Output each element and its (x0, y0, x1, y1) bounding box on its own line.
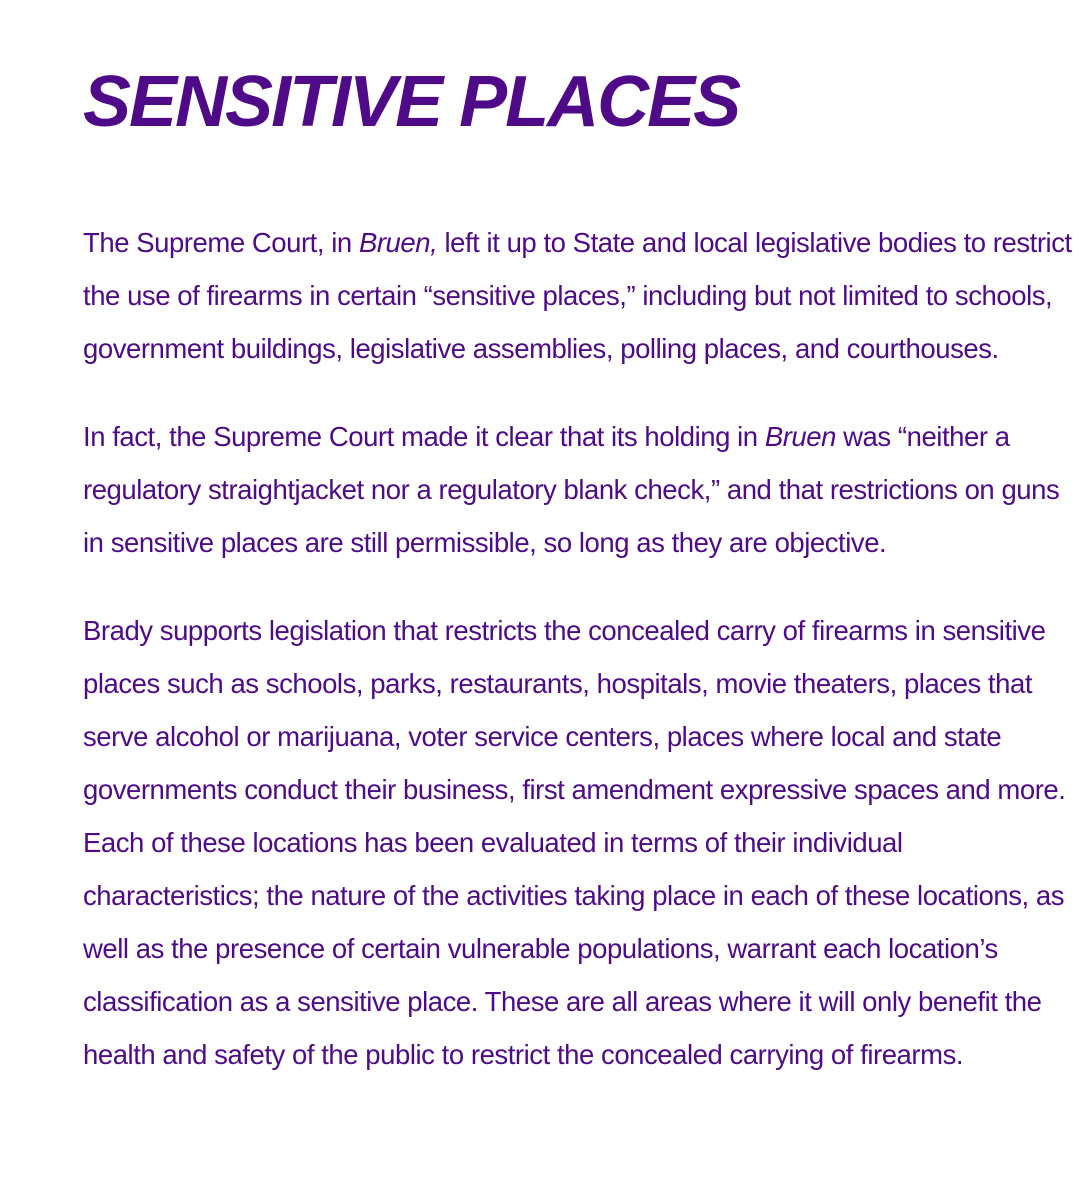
paragraph-text: left it up to State and local legislative bodies to restrict the use of firearms in certain “sensitive places,” including but not limited to schools, government buildings, legislative assemblies, polling places, and courthouses. (83, 227, 1072, 364)
paragraph-brady-position: Brady supports legislation that restricts the concealed carry of firearms in sensitive places such as schools, parks, restaurants, hospitals, movie theaters, places that serve alcohol or marijuana, voter service centers, places where local and state governments conduct their business, first amendment expressive spaces and more. Each of these locations has been evaluated in terms of their individual characteristics; the nature of the activities taking place in each of these locations, as well as the presence of certain vulnerable populations, warrant each location’s classification as a sensitive place. These are all areas where it will only benefit the health and safety of the public to restrict the concealed carrying of firearms. (83, 615, 1066, 1070)
paragraph-text: In fact, the Supreme Court made it clear that its holding in (83, 421, 765, 452)
paragraph-text: was “neither a regulatory straightjacket nor a regulatory blank check,” and that restrictions on guns in sensitive places are still permissible, so long as they are objective. (83, 421, 1060, 558)
page-title: SENSITIVE PLACES (83, 62, 740, 142)
case-name-italic: Bruen (764, 421, 836, 452)
paragraph-text: The Supreme Court, in (83, 227, 359, 258)
paragraph-bruen-intro (83, 216, 1073, 375)
case-name-italic: Bruen, (358, 227, 438, 258)
paragraph-bruen-holding (83, 410, 1073, 569)
article-body (83, 216, 1073, 1081)
